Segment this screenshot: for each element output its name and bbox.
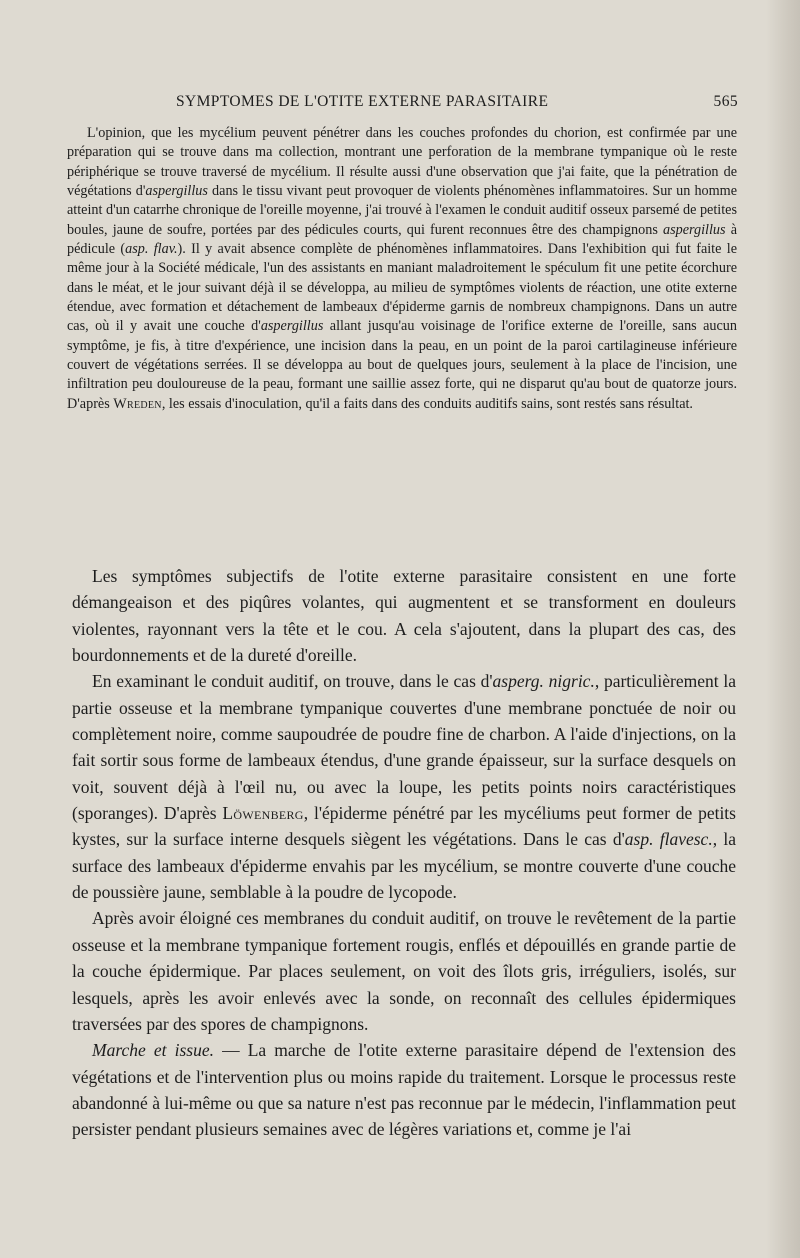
italic-term: aspergillus [145,183,208,200]
italic-term: asp. flavesc. [624,829,713,850]
text-run: En examinant le conduit auditif, on trouve, dans le cas d' [92,671,493,692]
paragraph-observation [67,124,737,414]
text-run: , la surface des lambeaux d'épiderme envahis par les mycélium, se montre couverte d'une couche de poussière jaune, semblable à la poudre de lycopode. [72,829,736,903]
paragraph-after-removal: Après avoir éloigné ces membranes du conduit auditif, on trouve le revêtement de la partie osseuse et la membrane tympanique fortement rougis, enflés et dépouillés en grande partie de la couche épidermique. Par places seulement, on voit des îlots gris, irréguliers, isolés, sur lesquels, après les avoir enlevés avec la sonde, on reconnaît des cellules épidermiques traversées par des spores de champignons. [72,908,736,1034]
running-title: SYMPTOMES DE L'OTITE EXTERNE PARASITAIRE [176,93,549,110]
paragraph-subjective-symptoms: Les symptômes subjectifs de l'otite externe parasitaire consistent en une forte démangeaison et des piqûres volantes, qui augmentent et se transforment en douleurs violentes, rayonnant vers la tête et le cou. A cela s'ajoutent, dans la plupart des cas, des bourdonnements et de la dureté d'oreille. [72,566,736,666]
text-run: allant jusqu'au voisinage de l'orifice externe de l'oreille, sans aucun symptôme, je fis, à titre d'expérience, une incision dans la peau, en un point de la paroi cartilagineuse inférieure couvert de végétations serrées. Il se développa au bout de quelques jours, seulement à la place de l'incision, une infiltration peu douloureuse de la peau, formant une saillie assez forte, qui ne disparut qu'au bout de quatorze jours. D'après [67,318,737,412]
italic-term: asperg. nigric. [492,671,595,692]
text-run: L'opinion, que les mycélium peuvent pénétrer dans les couches profondes du chorion, est confirmée par une préparation qui se trouve dans ma collection, montrant une perforation de la membrane tympanique où le reste périphérique se trouve traversé de mycélium. Il résulte aussi d'une observation que j'ai faite, que la pénétration de végétations d' [67,125,737,200]
author-name: Wreden [113,395,162,412]
italic-term: aspergillus [663,221,726,238]
text-run: , l'épiderme pénétré par les mycéliums peut former de petits kystes, sur la surface interne desquels siègent les végétations. Dans le cas d' [72,803,736,850]
section-heading: Marche et issue. [92,1040,214,1061]
small-print-block [67,124,737,414]
main-text-block [72,563,736,1143]
text-run: , les essais d'inoculation, qu'il a faits dans des conduits auditifs sains, sont restés sans résultat. [161,395,693,412]
paragraph-course-outcome [72,1037,736,1142]
text-run: ). Il y avait absence complète de phénomènes inflammatoires. Dans l'exhibition qui fut faite le même jour à la Société médicale, l'un des assistants en maniant maladroitement le spéculum fit une petite écorchure dans le méat, et le jour suivant déjà il se développa, au milieu de symptômes violents de réaction, une otite externe étendue, avec formation et détachement de lambeaux d'épiderme garnis de nombreux champignons. Dans un autre cas, où il y avait une couche d' [67,241,738,335]
page-number: 565 [713,93,738,110]
text-run: , particulièrement la partie osseuse et la membrane tympanique couvertes d'une membrane ponctuée de noir ou complètement noire, comme saupoudrée de poudre fine de charbon. A l'aide d'injections, on la fait sortir sous forme de lambeaux étendus, d'une grande épaisseur, sur la surface desquels on voit, souvent déjà à l'œil nu, ou avec la loupe, les petits points noirs caractéristiques (sporanges). D'après [72,671,736,824]
text-run: dans le tissu vivant peut provoquer de violents phénomènes inflammatoires. Sur un homme atteint d'un catarrhe chronique de l'oreille moyenne, j'ai trouvé à l'examen le conduit auditif osseux parsemé de petites boules, jaune de soufre, portées par des pédicules courts, qui furent reconnues être des champignons [67,183,737,238]
em-dash: — [213,1040,248,1061]
text-run: La marche de l'otite externe parasitaire dépend de l'extension des végétations et de l'intervention plus ou moins rapide du traitement. Lorsque le processus reste abandonné à lui-même ou que sa nature n'est pas reconnue par le médecin, l'inflammation peut persister pendant plusieurs semaines avec de légères variations et, comme je l'ai [72,1040,736,1140]
running-head [176,93,738,115]
paragraph-examination [72,668,736,905]
text-run: à pédicule ( [67,221,737,258]
italic-term: aspergillus [260,318,324,335]
page-edge-shadow [766,0,800,1258]
author-name: Löwenberg [222,803,304,824]
italic-term: asp. flav. [125,241,178,258]
